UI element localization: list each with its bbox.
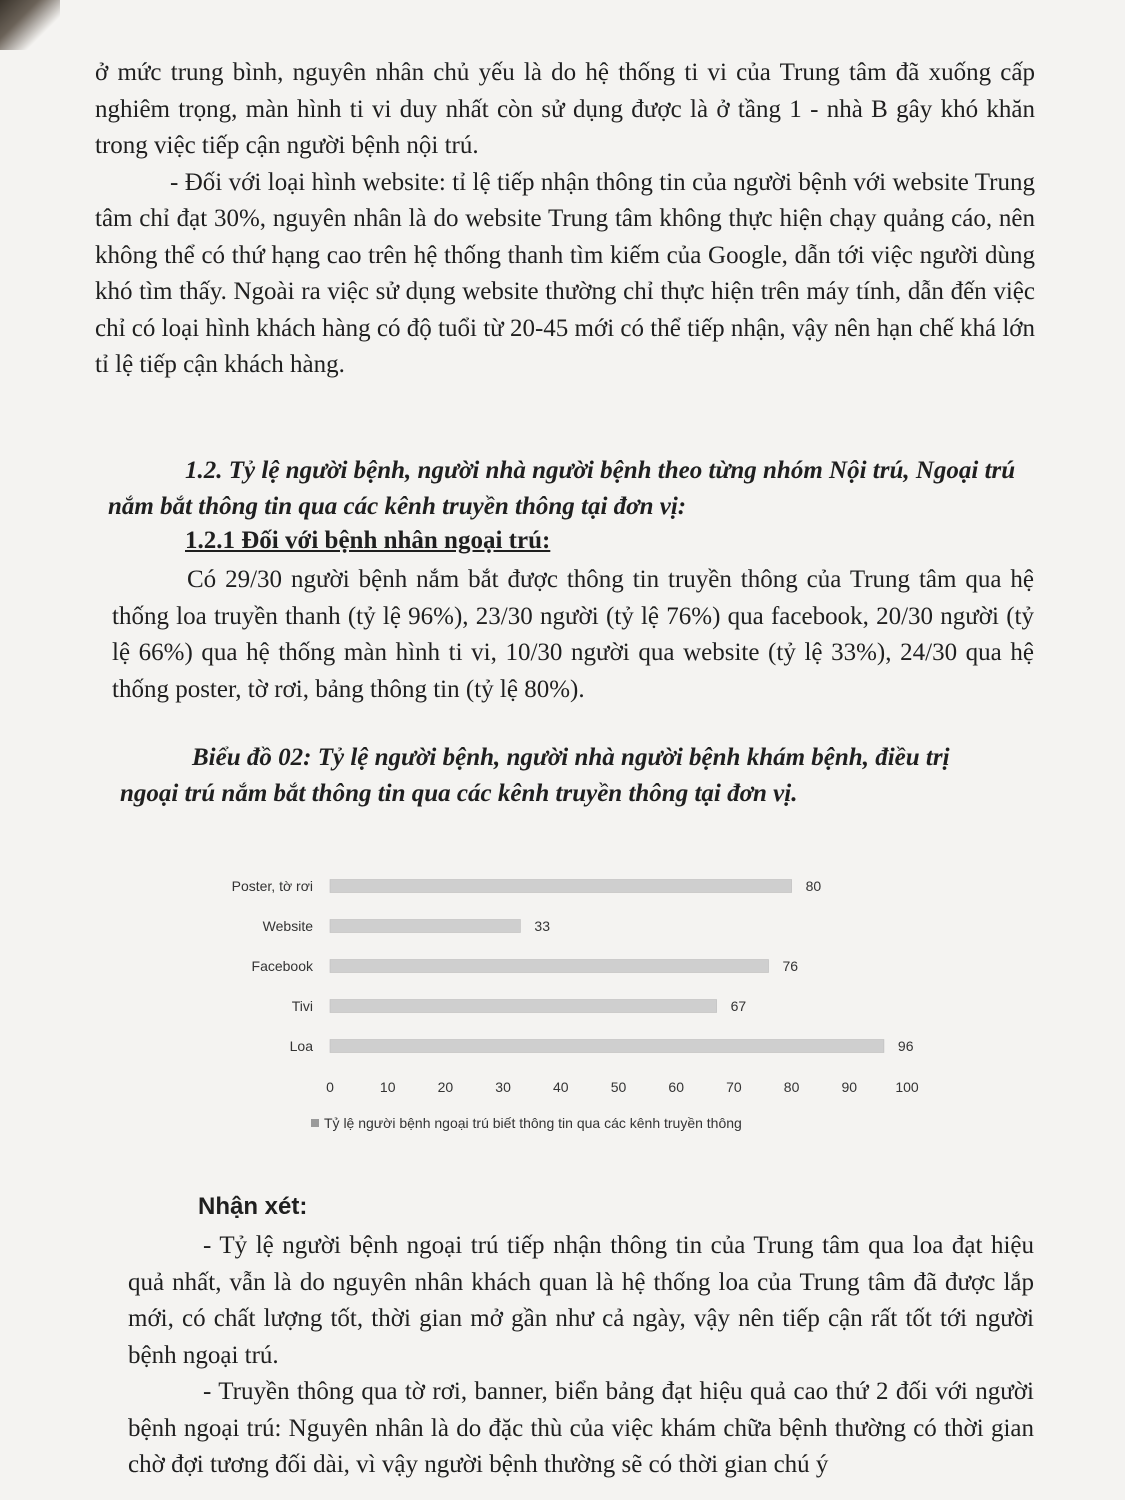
- category-label: Tivi: [291, 998, 313, 1014]
- category-label: Loa: [289, 1038, 313, 1054]
- bar-chart-svg: [180, 860, 940, 1150]
- data-label: 80: [805, 878, 822, 894]
- section-body-text: Có 29/30 người bệnh nắm bắt được thông tin truyền thông của Trung tâm qua hệ thống loa truyền thanh (tỷ lệ 96%), 23/30 người (tỷ lệ 76%) qua facebook, 20/30 người (tỷ lệ 66%) qua hệ thống màn hình ti vi, 10/30 người qua website (tỷ lệ 33%), 24/30 qua hệ thống poster, tờ rơi, bảng thông tin (tỷ lệ 80%).: [112, 566, 1034, 703]
- x-tick-label: 40: [553, 1079, 569, 1095]
- x-tick-label: 0: [326, 1079, 334, 1095]
- section-body: [112, 562, 1034, 708]
- category-label: Poster, tờ rơi: [231, 878, 313, 894]
- data-label: 76: [782, 958, 799, 974]
- category-label: Website: [262, 918, 313, 934]
- bar: [330, 1040, 884, 1053]
- data-label: 67: [730, 998, 747, 1014]
- chart-caption-line-2: ngoại trú nắm bắt thông tin qua các kênh truyền thông tại đơn vị.: [120, 780, 798, 807]
- comment-paragraph-2: - Truyền thông qua tờ rơi, banner, biển bảng đạt hiệu quả cao thứ 2 đối với người bệnh ngoại trú: Nguyên nhân là do đặc thù của việc khám chữa bệnh thường có thời gian chờ đợi tương đối dài, vì vậy người bệnh thường sẽ có thời gian chú ý: [128, 1378, 1034, 1478]
- intro-text: [95, 55, 1035, 384]
- bar: [330, 960, 769, 973]
- chart-caption: [120, 740, 1035, 812]
- x-tick-label: 70: [726, 1079, 742, 1095]
- x-tick-label: 60: [668, 1079, 684, 1095]
- comments-text: [128, 1228, 1034, 1484]
- bar-chart: [180, 860, 940, 1150]
- section-subheading: 1.2.1 Đối với bệnh nhân ngoại trú:: [185, 527, 551, 554]
- category-label: Facebook: [251, 958, 313, 974]
- bar: [330, 880, 792, 893]
- x-tick-label: 80: [783, 1079, 800, 1095]
- comments-title: Nhận xét:: [198, 1193, 308, 1220]
- legend-swatch: [311, 1119, 319, 1127]
- bar: [330, 1000, 717, 1013]
- x-tick-label: 20: [437, 1079, 454, 1095]
- legend-label: Tỷ lệ người bệnh ngoại trú biết thông tin qua các kênh truyền thông: [324, 1115, 742, 1131]
- x-tick-label: 90: [841, 1079, 858, 1095]
- data-label: 96: [897, 1038, 914, 1054]
- section-heading: [108, 453, 1033, 525]
- bar: [330, 920, 520, 933]
- intro-paragraph-1: ở mức trung bình, nguyên nhân chủ yếu là do hệ thống ti vi của Trung tâm đã xuống cấp nghiêm trọng, màn hình ti vi duy nhất còn sử dụng được là ở tầng 1 - nhà B gây khó khăn trong việc tiếp cận người bệnh nội trú.: [95, 59, 1035, 159]
- intro-paragraph-2: - Đối với loại hình website: tỉ lệ tiếp nhận thông tin của người bệnh với website Trung tâm chỉ đạt 30%, nguyên nhân là do website Trung tâm không thực hiện chạy quảng cáo, nên không thể có thứ hạng cao trên hệ thống thanh tìm kiếm của Google, dẫn tới việc người dùng khó tìm thấy. Ngoài ra việc sử dụng website thường chỉ thực hiện trên máy tính, dẫn đến việc chỉ có loại hình khách hàng có độ tuổi từ 20-45 mới có thể tiếp nhận, vậy nên hạn chế khá lớn tỉ lệ tiếp cận khách hàng.: [95, 168, 1035, 378]
- comment-paragraph-1: - Tỷ lệ người bệnh ngoại trú tiếp nhận thông tin của Trung tâm qua loa đạt hiệu quả nhất, vẫn là do nguyên nhân khách quan là hệ thống loa của Trung tâm đã được lắp mới, có chất lượng tốt, thời gian mở gần như cả ngày, vậy nên tiếp cận rất tốt tới người bệnh ngoại trú.: [128, 1232, 1034, 1369]
- chart-caption-line-1: Biểu đồ 02: Tỷ lệ người bệnh, người nhà người bệnh khám bệnh, điều trị: [192, 744, 950, 771]
- section-heading-text: 1.2. Tỷ lệ người bệnh, người nhà người bệnh theo từng nhóm Nội trú, Ngoại trú nắm bắt thông tin qua các kênh truyền thông tại đơn vị:: [108, 457, 1016, 520]
- data-label: 33: [534, 918, 550, 934]
- x-tick-label: 30: [495, 1079, 511, 1095]
- x-tick-label: 100: [895, 1079, 919, 1095]
- x-tick-label: 50: [610, 1079, 627, 1095]
- x-tick-label: 10: [379, 1079, 396, 1095]
